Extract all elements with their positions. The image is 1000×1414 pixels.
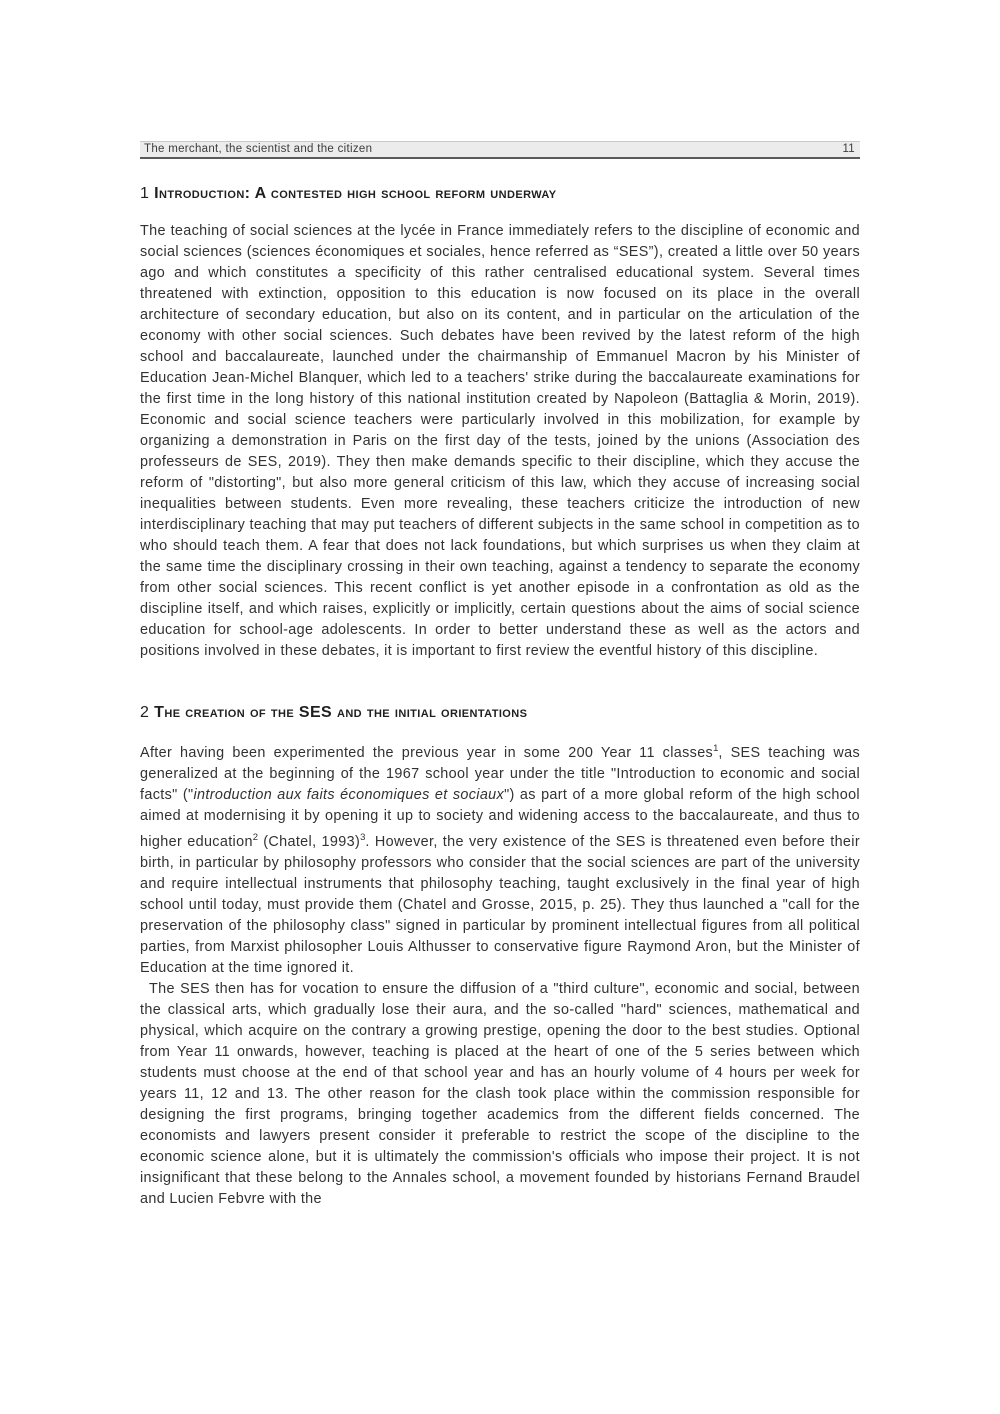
italic-text-run: introduction aux faits économiques et sociaux	[193, 786, 505, 803]
running-title: The merchant, the scientist and the citizen	[144, 143, 373, 155]
page-content	[140, 141, 860, 1210]
text-run: The SES then has for vocation to ensure the diffusion of a "third culture", economic and social, between the classical arts, which gradually lose their aura, and the so-called "hard" sciences, mathematical and physical, which acquire on the contrary a growing prestige, opening the door to the best studies. Optional from Year 11 onwards, however, teaching is placed at the heart of one of the 5 series between which students must choose at the end of that school year and has an hourly volume of 4 hours per week for years 11, 12 and 13. The other reason for the clash took place within the commission responsible for designing the first programs, bringing together academics from the different fields concerned. The economists and lawyers present consider it preferable to restrict the scope of the discipline to the economic science alone, but it is ultimately the commission's officials who impose their project. It is not insignificant that these belong to the Annales school, a movement founded by historians Fernand Braudel and Lucien Febvre with the	[140, 980, 860, 1207]
text-run: ") as part of a more global reform of the high school aimed at modernising it by opening it up to society and widening access to the baccalaureate, and thus to higher education	[140, 786, 860, 850]
page-header	[140, 141, 860, 159]
section-1-title: Introduction: A contested high school reform underway	[154, 185, 557, 202]
section-1-number: 1	[140, 185, 150, 202]
text-run: . However, the very existence of the SES is threatened even before their birth, in particular by philosophy professors who consider that the social sciences are part of the university and require intellectual instruments that philosophy teaching, taught exclusively in the final year of high school until today, must provide them (Chatel and Grosse, 2015, p. 25). They thus launched a "call for the preservation of the philosophy class" signed in particular by prominent intellectual figures from all political parties, from Marxist philosopher Louis Althusser to conservative figure Raymond Aron, but the Minister of Education at the time ignored it.	[140, 833, 860, 976]
section-2-paragraph-2	[140, 979, 860, 1210]
footnote-reference: 2	[252, 831, 259, 843]
text-run: After having been experimented the previous year in some 200 Year 11 classes	[140, 744, 714, 761]
footnote-reference: 3	[360, 831, 366, 843]
section-1-heading	[140, 184, 860, 204]
text-run: , SES teaching was generalized at the beginning of the 1967 school year under the title "Introduction to economic and social facts" ("	[140, 744, 860, 803]
footnote-reference: 1	[713, 743, 719, 754]
section-2-heading	[140, 703, 860, 723]
section-2-title: The creation of the SES and the initial orientations	[154, 704, 528, 721]
section-2-paragraph-1	[140, 738, 860, 979]
page-number: 11	[842, 143, 855, 155]
text-run: The teaching of social sciences at the lycée in France immediately refers to the discipline of economic and social sciences (sciences économiques et sociales, hence referred as “SES”), created a little over 50 years ago and which constitutes a specificity of this rather centralised educational system. Several times threatened with extinction, opposition to this education is now focused on its place in the overall architecture of secondary education, but also on its content, and in particular on the articulation of the economy with other social sciences. Such debates have been revived by the latest reform of the high school and baccalaureate, launched under the chairmanship of Emmanuel Macron by his Minister of Education Jean-Michel Blanquer, which led to a teachers' strike during the baccalaureate examinations for the first time in the long history of this national institution created by Napoleon (Battaglia & Morin, 2019). Economic and social science teachers were particularly involved in this mobilization, for example by organizing a demonstration in Paris on the first day of the tests, joined by the unions (Association des professeurs de SES, 2019). They then make demands specific to their discipline, which they accuse the reform of "distorting", but also more general criticism of this law, which they accuse of increasing social inequalities between students. Even more revealing, these teachers criticize the introduction of new interdisciplinary teaching that may put teachers of different subjects in the same school in competition as to who should teach them. A fear that does not lack foundations, but which surprises us when they claim at the same time the disciplinary crossing in their own teaching, against a tendency to separate the economy from other social sciences. This recent conflict is yet another episode in a confrontation as old as the discipline itself, and which raises, explicitly or implicitly, certain questions about the aims of social science education for school-age adolescents. In order to better understand these as well as the actors and positions involved in these debates, it is important to first review the eventful history of this discipline.	[140, 223, 860, 659]
section-1-paragraph-1	[140, 221, 860, 662]
section-2-number: 2	[140, 704, 150, 721]
text-run: (Chatel, 1993)	[258, 833, 361, 850]
